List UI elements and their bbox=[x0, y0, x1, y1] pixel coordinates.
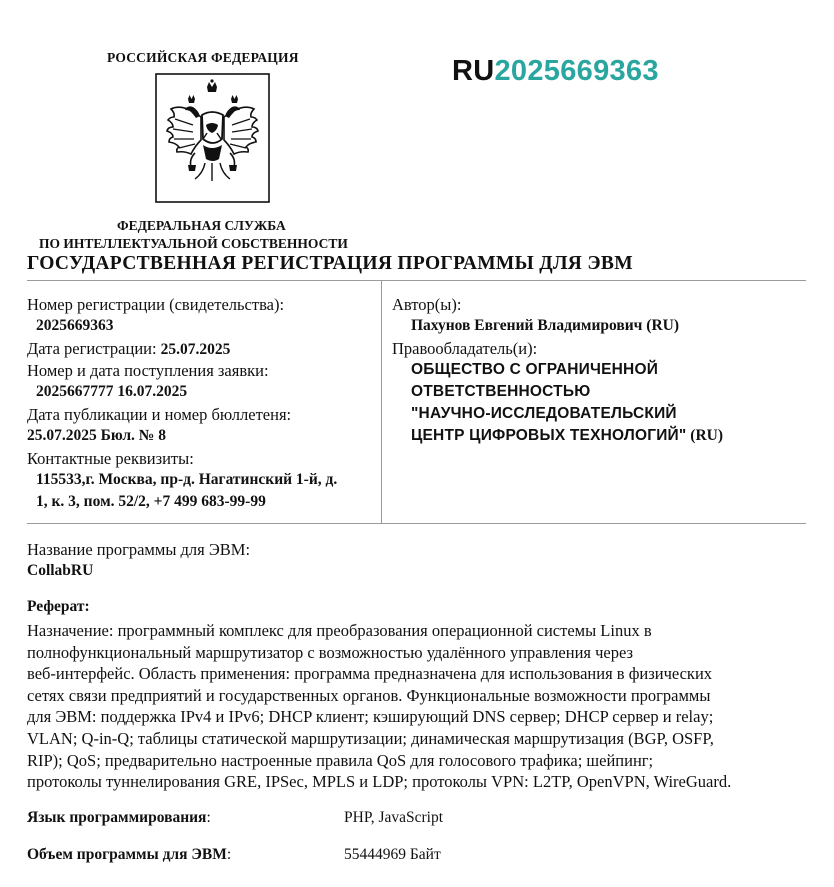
size-value: 55444969 Байт bbox=[344, 846, 441, 863]
language-label: Язык программирования bbox=[27, 809, 207, 826]
contacts-label: Контактные реквизиты: bbox=[27, 449, 194, 468]
authors-label: Автор(ы): bbox=[392, 295, 462, 314]
holder-line: ЦЕНТР ЦИФРОВЫХ ТЕХНОЛОГИЙ" bbox=[411, 427, 687, 444]
holder-line: "НАУЧНО-ИССЛЕДОВАТЕЛЬСКИЙ bbox=[411, 405, 677, 422]
reg-date-label: Дата регистрации: bbox=[27, 339, 157, 358]
divider-top bbox=[27, 280, 806, 281]
abstract-line: сетях связи предприятий и государственных органов. Функциональные возможности программы bbox=[27, 685, 711, 705]
divider-middle bbox=[27, 523, 806, 524]
holder-line: ОТВЕТСТВЕННОСТЬЮ bbox=[411, 383, 591, 400]
badge-number: 2025669363 bbox=[494, 55, 659, 87]
size-colon: : bbox=[226, 846, 232, 863]
country-name: РОССИЙСКАЯ ФЕДЕРАЦИЯ bbox=[107, 50, 299, 65]
size-label-row bbox=[27, 846, 231, 864]
application-label: Номер и дата поступления заявки: bbox=[27, 361, 269, 380]
holder-line: ОБЩЕСТВО С ОГРАНИЧЕННОЙ bbox=[411, 361, 659, 378]
abstract-line: веб-интерфейс. Область применения: программа предназначена для использования в физических bbox=[27, 664, 713, 684]
abstract-line: RIP); QoS; предварительно настроенные правила QoS для голосового трафика; шейпинг; bbox=[27, 750, 654, 770]
abstract-line: для ЭВМ: поддержка IPv4 и IPv6; DHCP клиент; кэширующий DNS сервер; DHCP сервер и relay; bbox=[27, 707, 714, 727]
agency-name-line2: ПО ИНТЕЛЛЕКТУАЛЬНОЙ СОБСТВЕННОСТИ bbox=[39, 236, 348, 251]
author-name: Пахунов Евгений Владимирович (RU) bbox=[411, 317, 680, 334]
registration-number-badge bbox=[452, 55, 659, 88]
contacts-line2: 1, к. 3, пом. 52/2, +7 499 683-99-99 bbox=[36, 493, 266, 510]
holders-label: Правообладатель(и): bbox=[392, 339, 538, 358]
column-divider bbox=[381, 281, 382, 523]
abstract-line: протоколы туннелирования GRE, IPSec, MPLS и LDP; протоколы VPN: L2TP, OpenVPN, WireGuard. bbox=[27, 772, 732, 792]
reg-date-value: 25.07.2025 bbox=[160, 341, 231, 358]
contacts-line1: 115533,г. Москва, пр-д. Нагатинский 1-й, д. bbox=[36, 471, 338, 488]
holder-line-last bbox=[411, 427, 723, 445]
document-title: ГОСУДАРСТВЕННАЯ РЕГИСТРАЦИЯ ПРОГРАММЫ ДЛЯ ЭВМ bbox=[27, 253, 633, 274]
program-name-value: CollabRU bbox=[27, 562, 94, 579]
publication-label: Дата публикации и номер бюллетеня: bbox=[27, 405, 292, 424]
abstract-text bbox=[27, 620, 817, 793]
reg-number-label: Номер регистрации (свидетельства): bbox=[27, 295, 285, 314]
reg-date-row bbox=[27, 339, 230, 359]
coat-of-arms-icon bbox=[155, 73, 270, 203]
abstract-label: Реферат: bbox=[27, 598, 90, 615]
application-value: 2025667777 16.07.2025 bbox=[36, 383, 188, 400]
program-name-label: Название программы для ЭВМ: bbox=[27, 540, 251, 559]
publication-value: 25.07.2025 Бюл. № 8 bbox=[27, 427, 166, 444]
language-label-row bbox=[27, 809, 211, 827]
country-code: RU bbox=[452, 55, 495, 87]
agency-name-line1: ФЕДЕРАЛЬНАЯ СЛУЖБА bbox=[117, 218, 286, 233]
reg-number-value: 2025669363 bbox=[36, 317, 114, 334]
size-label: Объем программы для ЭВМ bbox=[27, 846, 227, 863]
language-value: PHP, JavaScript bbox=[344, 809, 444, 826]
abstract-line: VLAN; Q-in-Q; таблицы статической маршрутизации; динамическая маршрутизация (BGP, OSFP, bbox=[27, 728, 714, 748]
abstract-line: полнофункциональный маршрутизатор с возможностью удалённого управления через bbox=[27, 642, 634, 662]
abstract-line: Назначение: программный комплекс для преобразования операционной системы Linux в bbox=[27, 621, 652, 640]
holder-country: (RU) bbox=[686, 427, 724, 444]
language-colon: : bbox=[206, 809, 211, 826]
